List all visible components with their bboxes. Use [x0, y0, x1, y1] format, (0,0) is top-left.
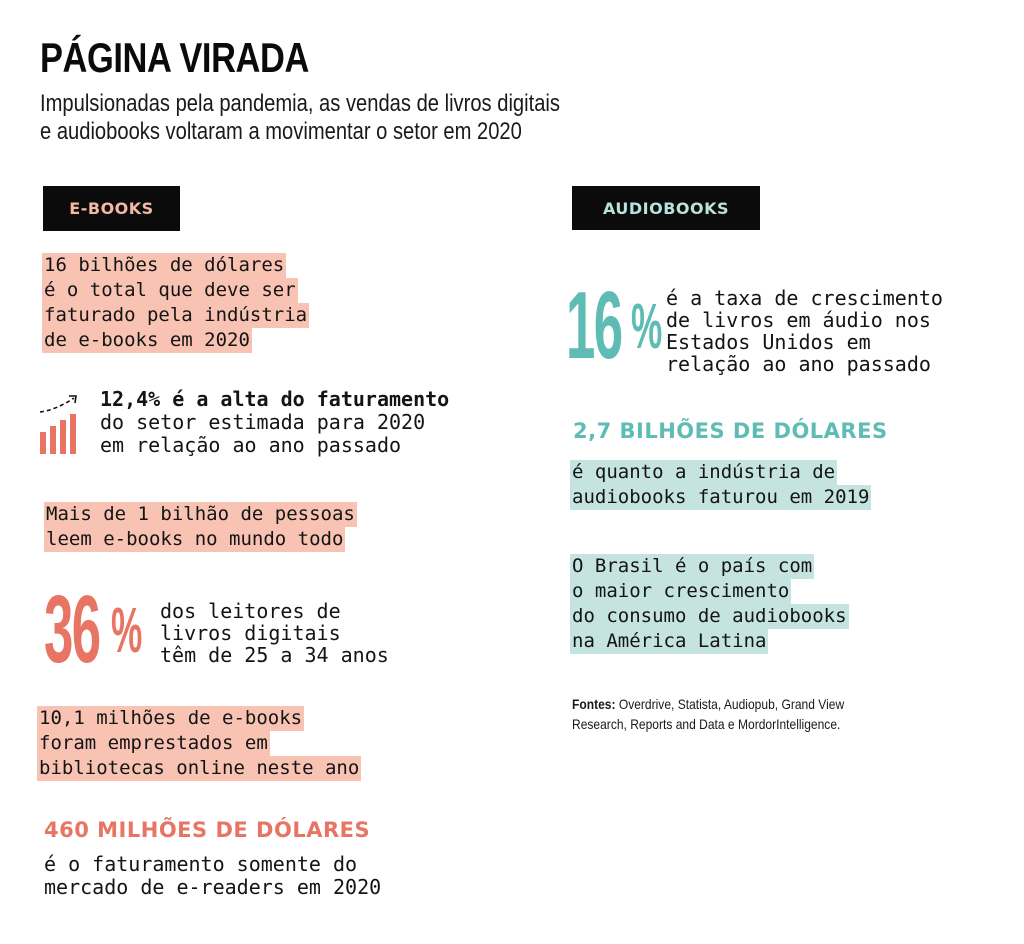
sources-text: Overdrive, Statista, Audiopub, Grand View — [615, 696, 845, 712]
subtitle-line: Impulsionadas pela pandemia, as vendas de livros digitais — [40, 90, 560, 117]
stat-line: na América Latina — [572, 630, 767, 652]
stat-line: relação ao ano passado — [666, 352, 931, 376]
sources-label: Fontes: — [572, 696, 616, 712]
ebooks-growth-stat — [100, 388, 449, 457]
stat-line: do consumo de audiobooks — [572, 605, 847, 627]
page-title: PÁGINA VIRADA — [40, 34, 309, 81]
stat-line: leem e-books no mundo todo — [46, 528, 344, 550]
big-number: 16 — [566, 272, 622, 379]
ebooks-percent-figure — [44, 576, 168, 683]
sources-text: Research, Reports and Data e MordorIntelligence. — [572, 716, 841, 732]
page-subtitle — [40, 90, 560, 146]
stat-line: foram emprestados em — [39, 732, 268, 754]
audiobooks-section-tag: AUDIOBOOKS — [572, 186, 760, 230]
stat-line: de e-books em 2020 — [44, 329, 250, 351]
stat-line: do setor estimada para 2020 — [100, 410, 426, 434]
stat-line: bibliotecas online neste ano — [39, 757, 360, 779]
stat-line: é o faturamento somente do — [44, 852, 358, 876]
stat-bold-line: 12,4% é a alta do faturamento — [100, 387, 450, 411]
stat-line: têm de 25 a 34 anos — [160, 643, 389, 667]
stat-line: mercado de e-readers em 2020 — [44, 875, 382, 899]
percent-sign: % — [630, 290, 663, 362]
subtitle-line: e audiobooks voltaram a movimentar o setor em 2020 — [40, 118, 522, 145]
stat-line: de livros em áudio nos — [666, 308, 931, 332]
stat-line: é o total que deve ser — [44, 279, 296, 301]
ereaders-heading: 460 MILHÕES DE DÓLARES — [44, 818, 371, 842]
percent-sign: % — [110, 594, 143, 666]
sources-note — [572, 694, 844, 734]
stat-line: 16 bilhões de dólares — [44, 254, 285, 276]
big-number: 36 — [44, 576, 100, 683]
stat-line: 10,1 milhões de e-books — [39, 707, 303, 729]
audio-revenue-stat — [570, 460, 871, 510]
stat-line: audiobooks faturou em 2019 — [572, 486, 870, 508]
ebooks-readers-stat — [44, 502, 357, 552]
stat-line: o maior crescimento — [572, 580, 790, 602]
ereaders-stat — [44, 853, 381, 899]
stat-line: dos leitores de — [160, 599, 341, 623]
stat-line: é a taxa de crescimento — [666, 286, 943, 310]
stat-line: O Brasil é o país com — [572, 555, 813, 577]
ebooks-age-stat — [160, 600, 389, 666]
stat-line: Mais de 1 bilhão de pessoas — [46, 503, 355, 525]
stat-line: em relação ao ano passado — [100, 433, 402, 457]
ebooks-section-tag: E-BOOKS — [43, 186, 180, 231]
ebooks-library-stat — [37, 706, 361, 781]
ebooks-revenue-stat — [42, 253, 309, 353]
stat-line: faturado pela indústria — [44, 304, 308, 326]
audio-growth-stat — [666, 287, 943, 375]
audio-brazil-stat — [570, 554, 849, 654]
stat-line: livros digitais — [160, 621, 341, 645]
audio-revenue-heading: 2,7 BILHÕES DE DÓLARES — [573, 419, 888, 443]
stat-line: Estados Unidos em — [666, 330, 871, 354]
stat-line: é quanto a indústria de — [572, 461, 836, 483]
growth-bar-chart-icon — [38, 392, 82, 461]
